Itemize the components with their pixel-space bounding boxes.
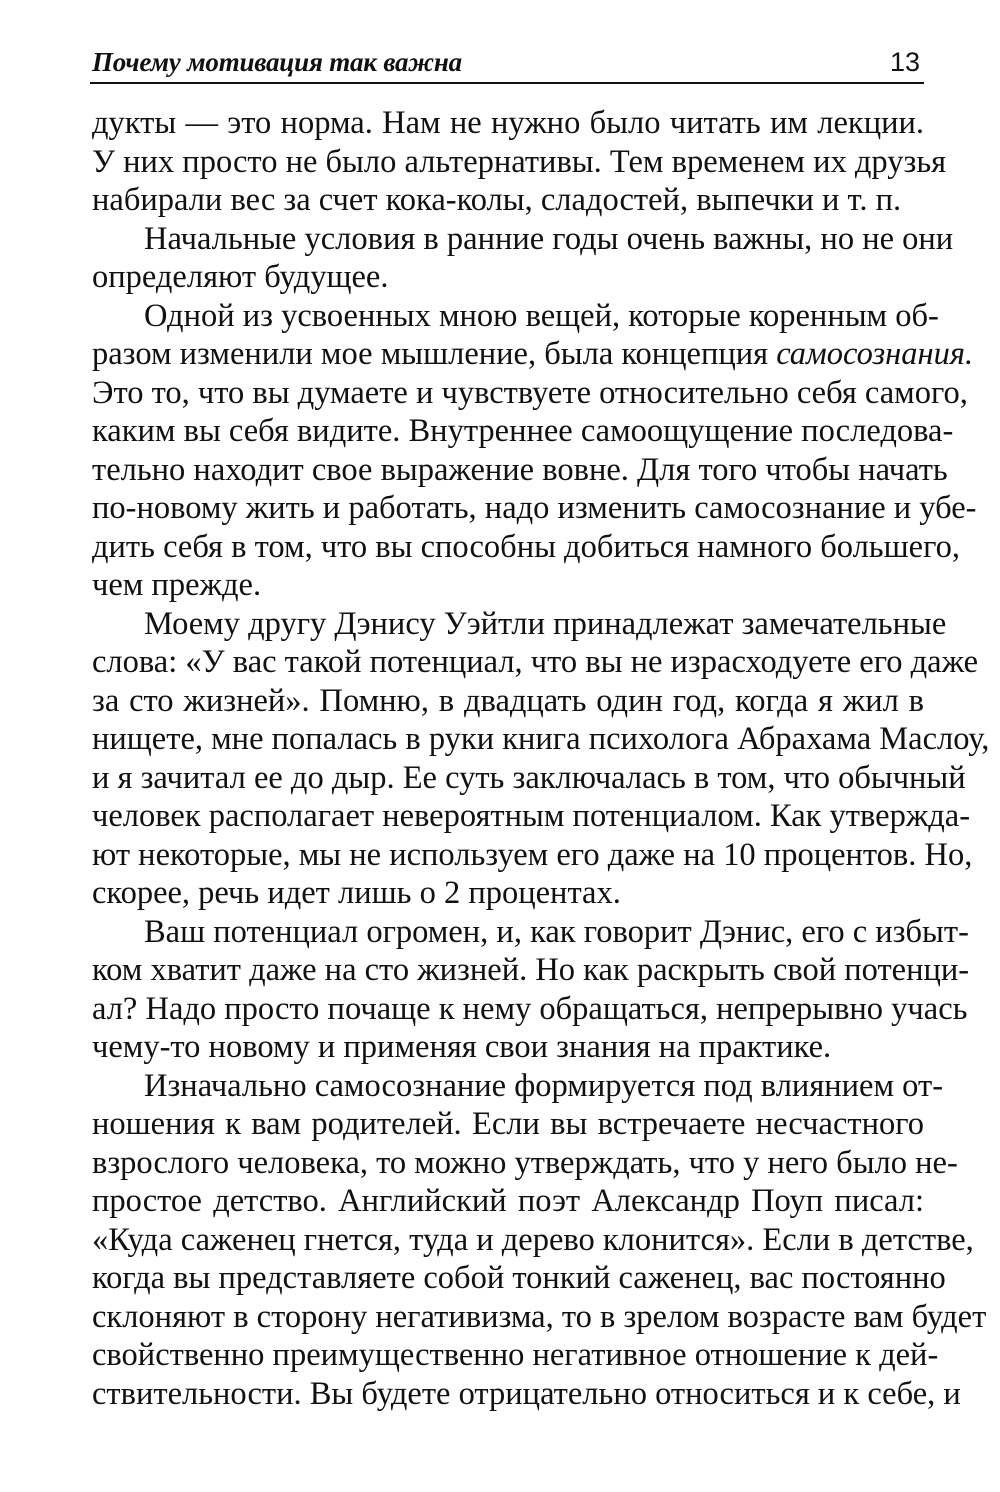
text-line: [92, 220, 954, 259]
text-line-content: Начальные условия в ранние годы очень важны, но не они: [144, 220, 954, 257]
text-line-content: нищете, мне попалась в руки книга психолога Абрахама Маслоу,: [92, 721, 990, 757]
text-line-content: набирали вес за счет кока-колы, сладостей, выпечки и т. п.: [92, 182, 902, 218]
text-line: [92, 297, 939, 336]
text-line-content: разом изменили мое мышление, была концепция: [92, 336, 777, 372]
text-line-content: человек располагает невероятным потенциалом. Как утвержда-: [92, 798, 971, 834]
text-line-content: взрослого человека, то можно утверждать, что у него было не-: [92, 1144, 958, 1181]
text-line-content: свойственно преимущественно негативное отношение к дей-: [92, 1337, 939, 1373]
text-line: [92, 913, 969, 952]
text-line: [92, 1221, 974, 1260]
text-line: [92, 104, 924, 143]
text-line-content: каким вы себя видите. Внутреннее самоощущение последова-: [92, 413, 954, 449]
text-line-content: Изначально самосознание формируется под влиянием от-: [144, 1067, 944, 1104]
text-line: [92, 374, 968, 413]
text-line: [92, 1105, 924, 1144]
text-line: [92, 143, 947, 182]
text-line-content: ал? Надо просто почаще к нему обращаться, непрерывно учась: [92, 990, 968, 1027]
text-line: [92, 874, 924, 913]
text-line-content: Одной из усвоенных мною вещей, которые коренным об-: [144, 297, 939, 334]
text-line: [92, 258, 924, 297]
text-line-content: ношения к вам родителей. Если вы встречаете несчастного: [92, 1106, 924, 1142]
text-line: [92, 489, 977, 528]
text-line-content: за сто жизней». Помню, в двадцать один год, когда я жил в: [92, 682, 924, 719]
text-line: [92, 643, 979, 682]
text-line: [92, 451, 948, 490]
text-line: [92, 990, 968, 1029]
text-line-content: по-новому жить и работать, надо изменить самосознание и убе-: [92, 490, 977, 526]
text-line: [92, 682, 924, 721]
text-line-content: слова: «У вас такой потенциал, что вы не израсходуете его даже: [92, 644, 979, 680]
text-line: [92, 528, 960, 567]
text-line-content: Это то, что вы думаете и чувствуете относительно себя самого,: [92, 374, 968, 411]
text-line: [92, 1182, 924, 1221]
text-line: [92, 181, 924, 220]
text-line-content: Ваш потенциал огромен, и, как говорит Дэнис, его с избыт-: [144, 913, 969, 950]
text-line: [92, 1336, 939, 1375]
text-line: [92, 566, 924, 605]
text-line: [92, 797, 971, 836]
text-line: [92, 1067, 944, 1106]
running-header: [92, 38, 922, 78]
text-line-content: тельно находит свое выражение вовне. Для того чтобы начать: [92, 451, 948, 488]
text-line: [92, 720, 990, 759]
text-line-content: дукты — это норма. Нам не нужно было читать им лекции.: [92, 105, 924, 141]
text-line-content: Моему другу Дэнису Уэйтли принадлежат замечательные: [144, 605, 947, 642]
text-line: [92, 836, 973, 875]
text-line-content: ют некоторые, мы не используем его даже на 10 процентов. Но,: [92, 836, 973, 873]
text-line-content: скорее, речь идет лишь о 2 процентах.: [92, 875, 621, 911]
page-number: 13: [889, 47, 920, 77]
text-line-content: ствительности. Вы будете отрицательно относиться и к себе, и: [92, 1375, 961, 1412]
body-text: [92, 104, 990, 1413]
text-line: [92, 759, 966, 798]
text-line-content: определяют будущее.: [92, 259, 389, 295]
text-line: [92, 335, 974, 374]
text-line: [92, 1028, 924, 1067]
text-line-content: У них просто не было альтернативы. Тем временем их друзья: [92, 143, 947, 180]
text-line: [92, 1144, 958, 1183]
text-line-content: чему-то новому и применяя свои знания на практике.: [92, 1029, 832, 1065]
text-line: [92, 605, 947, 644]
text-line-content: простое детство. Английский поэт Александр Поуп писал:: [92, 1183, 924, 1219]
text-line-content: чем прежде.: [92, 567, 262, 603]
text-line-content: и я зачитал ее до дыр. Ее суть заключалась в том, что обычный: [92, 759, 966, 796]
text-line: [92, 1259, 946, 1298]
text-line: [92, 1375, 961, 1414]
text-line-content: когда вы представляете собой тонкий саженец, вас постоянно: [92, 1260, 946, 1296]
text-line-content: ком хватит даже на сто жизней. Но как раскрыть свой потенци-: [92, 952, 970, 988]
text-line-content: дить себя в том, что вы способны добиться намного большего,: [92, 528, 960, 565]
text-line-content: «Куда саженец гнется, туда и дерево клонится». Если в детстве,: [92, 1221, 974, 1258]
running-header-title: Почему мотивация так важна: [92, 47, 462, 77]
italic-term: самосознания.: [776, 336, 974, 372]
text-line: [92, 1298, 987, 1337]
text-line: [92, 412, 954, 451]
text-line: [92, 951, 970, 990]
text-line-content: склоняют в сторону негативизма, то в зрелом возрасте вам будет: [92, 1298, 987, 1335]
header-rule: [90, 82, 924, 84]
